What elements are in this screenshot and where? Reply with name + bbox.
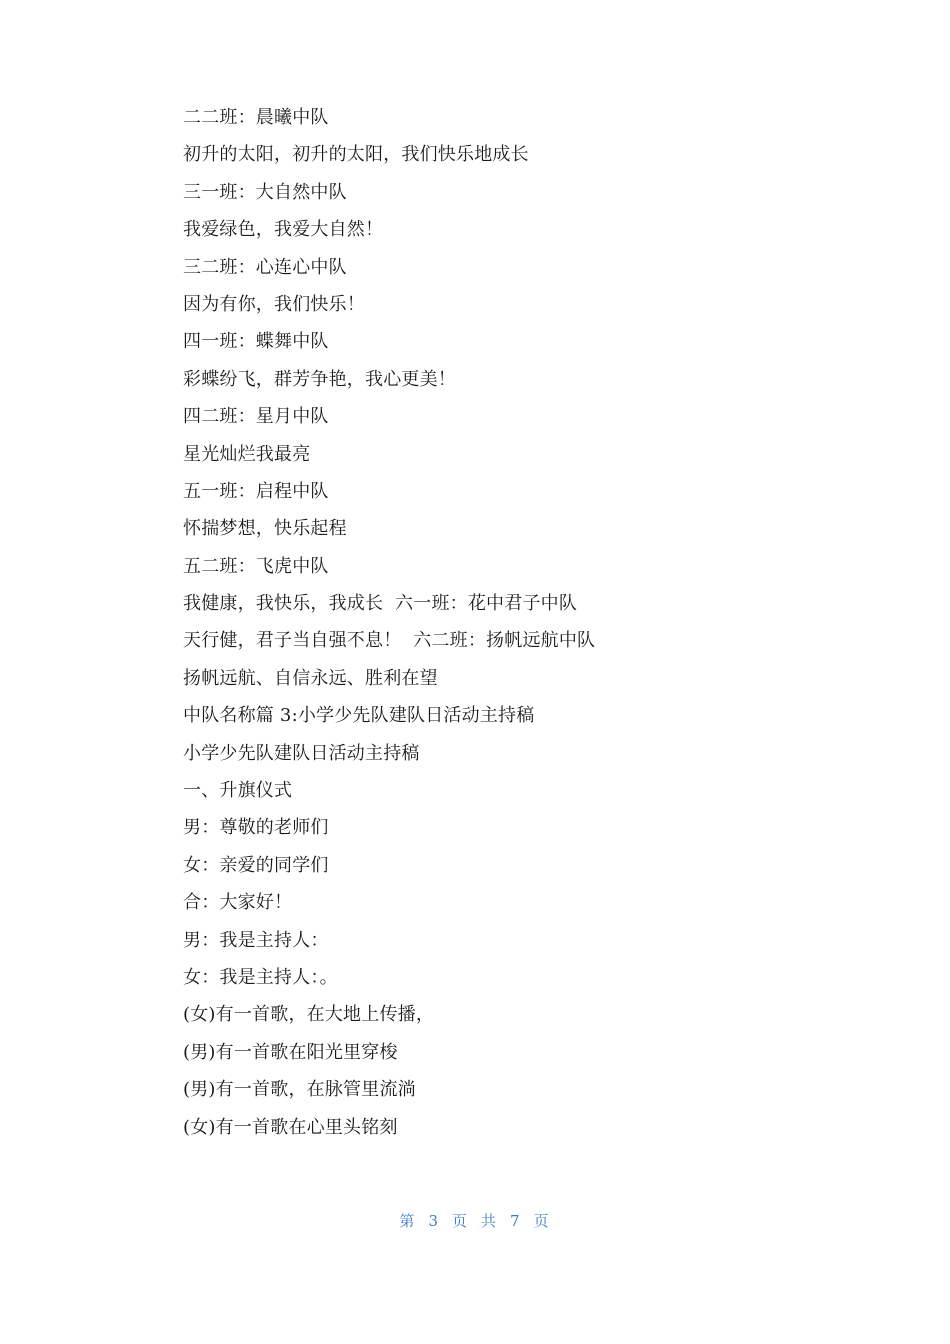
text-line: 男：我是主持人： <box>183 929 329 951</box>
text-line: (女)有一首歌，在大地上传播， <box>183 1004 435 1026</box>
text-line: 彩蝶纷飞，群芳争艳，我心更美！ <box>183 368 456 390</box>
text-line: 三二班：心连心中队 <box>183 256 347 278</box>
text-line: 天行健，君子当自强不息！ 六二班：扬帆远航中队 <box>183 630 596 652</box>
text-line: 小学少先队建队日活动主持稿 <box>183 742 420 764</box>
text-line: 合：大家好！ <box>183 892 293 914</box>
footer-word: 页 <box>451 1212 469 1230</box>
text-line: 四二班：星月中队 <box>183 406 329 428</box>
text-line: 五二班：飞虎中队 <box>183 555 329 577</box>
text-line: 五一班：启程中队 <box>183 480 329 502</box>
text-line: 星光灿烂我最亮 <box>183 443 311 465</box>
footer-word: 共 <box>481 1212 499 1230</box>
text-line: 因为有你，我们快乐！ <box>183 293 365 315</box>
text-line: 我爱绿色，我爱大自然！ <box>183 219 384 241</box>
text-line: 男：尊敬的老师们 <box>183 817 329 839</box>
total-pages-number: 7 <box>510 1212 522 1230</box>
text-line: (女)有一首歌在心里头铭刻 <box>183 1116 398 1138</box>
text-line: 三一班：大自然中队 <box>183 181 347 203</box>
text-line: 我健康，我快乐，我成长 六一班：花中君子中队 <box>183 593 578 615</box>
text-line: (男)有一首歌，在脉管里流淌 <box>183 1079 416 1101</box>
text-line: (男)有一首歌在阳光里穿梭 <box>183 1041 398 1063</box>
text-line: 怀揣梦想，快乐起程 <box>183 518 347 540</box>
footer-word: 页 <box>533 1212 551 1230</box>
text-line: 二二班：晨曦中队 <box>183 107 329 128</box>
text-line: 扬帆远航、自信永远、胜利在望 <box>183 667 438 689</box>
document-body <box>183 99 823 1146</box>
text-line: 初升的太阳，初升的太阳，我们快乐地成长 <box>183 144 529 166</box>
text-line: 一、升旗仪式 <box>183 780 293 802</box>
text-line: 四一班：蝶舞中队 <box>183 331 329 353</box>
text-line: 女：我是主持人：。 <box>183 966 338 988</box>
page-number-footer <box>0 1210 950 1231</box>
current-page-number: 3 <box>428 1212 440 1230</box>
text-line: 中队名称篇 3:小学少先队建队日活动主持稿 <box>183 705 535 727</box>
text-line: 女：亲爱的同学们 <box>183 854 329 876</box>
footer-word: 第 <box>399 1212 417 1230</box>
